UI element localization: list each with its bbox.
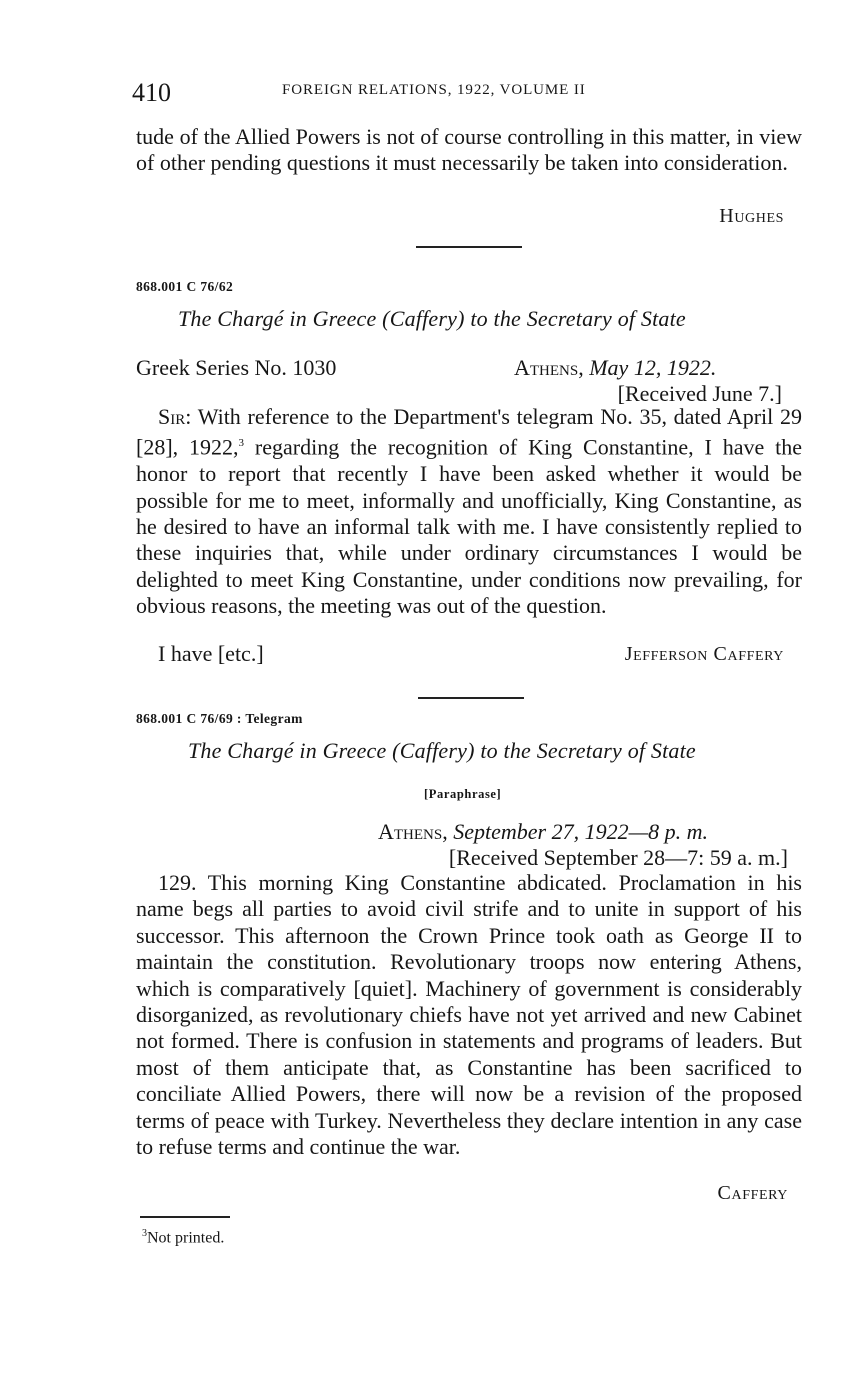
salutation: Sir: <box>158 404 192 429</box>
document-title: The Chargé in Greece (Caffery) to the Secretary of State <box>178 306 686 331</box>
file-number: 868.001 C 76/62 <box>136 279 234 294</box>
continued-paragraph: tude of the Allied Powers is not of course controlling in this matter, in view of other pending questions it must necessarily be taken into consideration. <box>136 124 802 176</box>
dateline <box>378 819 708 845</box>
section-divider <box>418 697 524 699</box>
page-number: 410 <box>132 78 171 107</box>
letter-text-rest: regarding the recognition of King Constantine, I have the honor to report that recently I have been asked whether it would be possible for me to meet, informally and unofficially, King Constantine, as he desired to have an informal talk with me. I have consistently replied to these inquiries that, while under ordinary circumstances I would be delighted to meet King Constantine, under conditions now prevailing, for obvious reasons, the meeting was out of the question. <box>136 434 803 619</box>
section-divider <box>416 246 522 248</box>
document-page <box>132 0 808 1380</box>
footnote-ref: 3 <box>238 437 245 450</box>
signature-hughes: Hughes <box>719 205 784 227</box>
dateline-place: Athens, <box>514 355 584 380</box>
file-number: 868.001 C 76/69 : Telegram <box>136 711 303 726</box>
closing: I have [etc.] <box>158 641 264 666</box>
dateline <box>514 355 716 381</box>
page-header <box>132 78 808 112</box>
footnote-marker: 3 <box>142 1228 147 1239</box>
signature-caffery-2: Caffery <box>717 1182 788 1204</box>
telegram-body: 129. This morning King Constantine abdicated. Proclamation in his name begs all parties to avoid civil strife and to unite in support of his successor. This afternoon the Crown Prince took oath as George II to maintain the constitution. Revolutionary troops now entering Athens, which is comparatively [quiet]. Machinery of government is considerably disorganized, as revolutionary chiefs have not yet arrived and new Cabinet not formed. There is confusion in statements and programs of leaders. But most of them anticipate that, as Constantine has been sacrificed to conciliate Allied Powers, there will now be a revision of the proposed terms of peace with Turkey. Nevertheless they declare intention in any case to refuse terms and continue the war. <box>136 870 802 1160</box>
paraphrase-label: [Paraphrase] <box>424 787 502 801</box>
footnote-rule <box>140 1216 230 1218</box>
series-number: Greek Series No. 1030 <box>136 355 337 380</box>
dateline-place: Athens, <box>378 819 448 844</box>
dateline-date: May 12, 1922. <box>589 355 717 380</box>
letter-text: With reference to the Department's telegram No. 35, dated April 29 [28], 1922, <box>136 404 802 460</box>
running-head: FOREIGN RELATIONS, 1922, VOLUME II <box>282 82 586 98</box>
signature-caffery: Jefferson Caffery <box>624 643 784 665</box>
letter-body <box>136 404 802 620</box>
footnote-text: Not printed. <box>147 1229 225 1247</box>
footnote <box>142 1228 224 1247</box>
received-note: [Received June 7.] <box>617 381 782 406</box>
received-note: [Received September 28—7: 59 a. m.] <box>448 845 788 870</box>
document-title: The Chargé in Greece (Caffery) to the Secretary of State <box>188 738 696 763</box>
dateline-date: September 27, 1922—8 p. m. <box>453 819 709 844</box>
